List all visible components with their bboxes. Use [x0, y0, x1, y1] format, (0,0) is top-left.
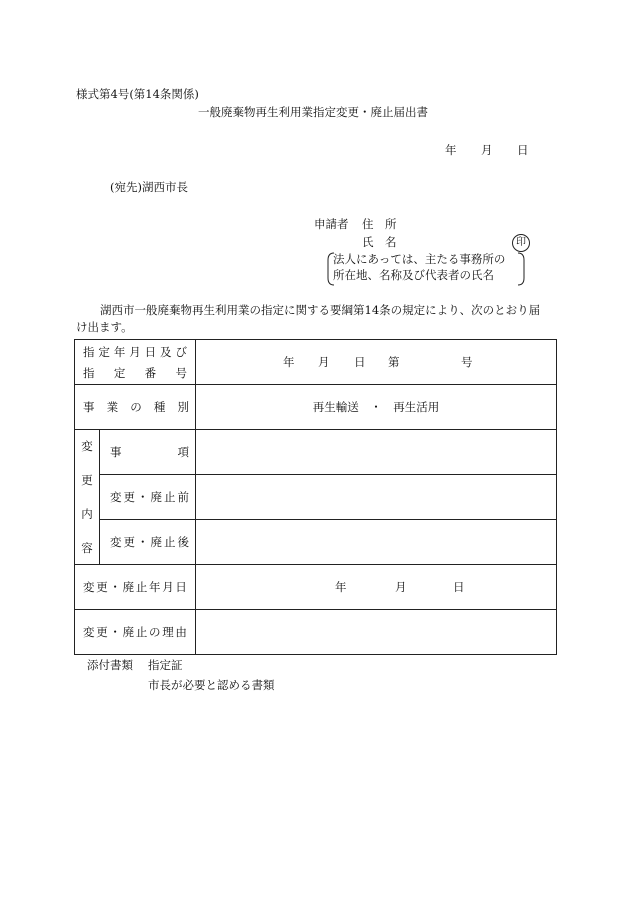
label-char: 項	[177, 445, 189, 459]
after-label	[100, 520, 196, 565]
row-change-date	[75, 565, 557, 610]
label-char: 止	[135, 625, 148, 639]
label-char: 事	[110, 445, 122, 459]
label-char: 止	[135, 580, 148, 594]
label-char: 事	[83, 400, 95, 414]
label-char: 廃	[150, 535, 162, 549]
label-char: 指	[83, 344, 95, 359]
row-change-item	[75, 430, 557, 475]
row-business-type	[75, 385, 557, 430]
label-char: 更	[123, 490, 135, 504]
label-char: 日	[175, 580, 187, 594]
row-designation	[75, 340, 557, 385]
change-item-label	[100, 430, 196, 475]
reason-label	[75, 610, 196, 655]
label-char: 廃	[122, 625, 135, 639]
label-char: 止	[164, 535, 176, 549]
intro-line-1: 湖西市一般廃棄物再生利用業の指定に関する要綱第14条の規定により、次のとおり届	[100, 303, 541, 317]
label-char: 月	[162, 580, 174, 594]
label-char: 指	[83, 365, 95, 380]
label-char: 内	[81, 507, 93, 521]
label-char: 更	[81, 473, 93, 487]
business-type-label-cell	[75, 385, 196, 430]
label-char: 更	[123, 535, 135, 549]
date-month: 月	[481, 143, 493, 157]
business-type-options: 再生輸送 ・ 再生活用	[312, 400, 440, 414]
designation-label-cell	[75, 340, 196, 385]
label-char: 番	[144, 365, 157, 380]
designation-month: 月	[318, 355, 330, 369]
label-char: ・	[137, 535, 149, 549]
designation-value-cell[interactable]	[196, 340, 557, 385]
date-year: 年	[445, 143, 457, 157]
label-char: 種	[153, 400, 166, 414]
notification-table	[74, 339, 557, 655]
attachment-item-2: 市長が必要と認める書類	[148, 678, 275, 692]
label-char: 業	[106, 400, 119, 414]
applicant-label: 申請者	[314, 217, 349, 231]
designation-dai: 第	[388, 355, 400, 369]
attachments-label: 添付書類	[87, 658, 133, 672]
label-char: び	[175, 344, 187, 359]
change-content-label-cell	[75, 430, 100, 565]
label-char: の	[149, 625, 161, 639]
change-date-label	[75, 565, 196, 610]
label-char: 日	[144, 344, 157, 359]
row-before	[75, 475, 557, 520]
reason-value[interactable]	[196, 610, 557, 655]
label-char: 及	[160, 344, 172, 359]
address-label: 住 所	[362, 217, 397, 231]
intro-line-2: け出ます。	[76, 320, 133, 334]
business-type-value[interactable]	[196, 385, 557, 430]
before-value[interactable]	[196, 475, 557, 520]
attachment-item-1: 指定証	[148, 658, 183, 672]
change-date-day: 日	[453, 580, 465, 594]
change-date-value[interactable]	[196, 565, 557, 610]
form-number: 様式第4号(第14条関係)	[76, 87, 199, 101]
label-char: 由	[175, 625, 187, 639]
change-date-month: 月	[395, 580, 407, 594]
label-char: 変	[110, 490, 122, 504]
row-after	[75, 520, 557, 565]
label-char: 変	[83, 625, 95, 639]
after-value[interactable]	[196, 520, 557, 565]
label-char: 定	[113, 365, 126, 380]
designation-label-a	[75, 344, 195, 360]
label-char: 更	[96, 580, 108, 594]
designation-label-b	[75, 365, 195, 381]
label-char: 止	[164, 490, 176, 504]
label-char: 理	[162, 625, 174, 639]
row-reason	[75, 610, 557, 655]
label-char: 号	[175, 365, 187, 380]
label-char: 年	[149, 580, 161, 594]
label-char: 変	[83, 580, 95, 594]
addressee: (宛先)湖西市長	[110, 180, 188, 194]
designation-year: 年	[283, 355, 295, 369]
seal-text: 印	[516, 237, 526, 248]
before-label	[100, 475, 196, 520]
note-line-2: 所在地、名称及び代表者の氏名	[333, 268, 494, 282]
label-char: 定	[98, 344, 110, 359]
label-char: 廃	[150, 490, 162, 504]
note-line-1: 法人にあっては、主たる事務所の	[333, 252, 506, 266]
label-char: ・	[137, 490, 149, 504]
change-item-value[interactable]	[196, 430, 557, 475]
change-content-vertical-label	[75, 438, 99, 556]
label-char: の	[130, 400, 142, 414]
document-title: 一般廃棄物再生利用業指定変更・廃止届出書	[198, 105, 428, 119]
label-char: 年	[113, 344, 126, 359]
label-char: 変	[81, 439, 93, 453]
label-char: 別	[177, 400, 189, 414]
label-char: 月	[129, 344, 141, 359]
label-char: ・	[109, 580, 121, 594]
label-char: 容	[81, 541, 93, 555]
designation-go: 号	[461, 355, 473, 369]
label-char: 前	[177, 490, 189, 504]
label-char: 後	[177, 535, 189, 549]
label-char: 廃	[122, 580, 135, 594]
name-label: 氏 名	[362, 235, 397, 249]
label-char: 更	[96, 625, 108, 639]
date-day: 日	[517, 143, 529, 157]
designation-day: 日	[354, 355, 366, 369]
label-char: ・	[109, 625, 121, 639]
label-char: 変	[110, 535, 122, 549]
seal-mark	[512, 234, 530, 252]
change-date-year: 年	[335, 580, 347, 594]
